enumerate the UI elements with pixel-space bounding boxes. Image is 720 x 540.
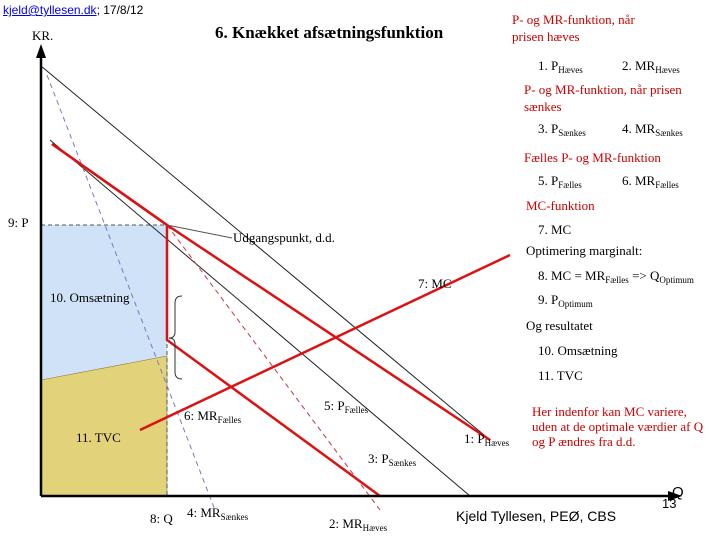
legend-item-11: 11. TVC [538,368,583,383]
legend-item-8: 8. MC = $MR_{Fælles} => Q_{Optimum}$ [538,268,694,285]
email-link[interactable]: kjeld@tyllesen.dk [3,3,97,17]
legend-item-7: 7. MC [538,222,572,237]
mr-saenkes-label: 4: $MR_{Sænkes}$ [187,505,249,522]
legend-item-10: 10. Omsætning [538,343,618,358]
omsaetning-bracket [169,296,182,379]
page-title: 6. Knækket afsætningsfunktion [215,23,444,42]
footer-author: Kjeld Tyllesen, PEØ, CBS [456,508,617,524]
legend-item-1: 1. $P_{Hæves}$ [538,58,583,75]
mr-haeves-label: 2: $MR_{Hæves}$ [329,516,388,533]
legend-heading-common: Fælles P- og MR-funktion [524,150,661,165]
legend-heading-raise: P- og MR-funktion, når prisen hæves [512,12,635,44]
q-tick-label: 8: Q [150,511,173,526]
p-faelles-label: 5: $P_{Fælles}$ [324,398,369,415]
legend-item-3: 3. $P_{Sænkes}$ [538,121,586,138]
header-separator: ; [96,3,100,17]
page-number: 13 [662,496,677,511]
header [3,3,143,17]
legend-heading-result: Og resultatet [526,318,593,333]
header-date: 17/8/12 [103,3,144,17]
legend-heading-mc: MC-funktion [526,198,595,213]
p-tick-label: 9: P [8,215,29,230]
mr-faelles-label: 6: $MR_{Fælles}$ [184,408,242,425]
omsaetning-label: 10. Omsætning [50,290,130,305]
legend-item-9: 9. $P_{Optimum}$ [538,292,593,309]
p-haeves-label: 1: $P_{Hæves}$ [464,431,510,448]
legend-item-4: 4. $MR_{Sænkes}$ [622,121,683,138]
tvc-label: 11. TVC [76,430,121,445]
legend-item-5: 5. $P_{Fælles}$ [538,173,582,190]
legend-item-2: 2. $MR_{Hæves}$ [622,58,680,75]
udgangspunkt-label: Udgangspunkt, d.d. [233,230,335,245]
x-axis-label: Q [672,484,684,501]
y-axis-label: KR. [32,28,54,43]
mc-variation-note: Her indenfor kan MC variere, uden at de optimale værdier af Q og P ændres fra d.d. [532,404,704,449]
legend-item-6: 6. $MR_{Fælles}$ [622,173,679,190]
p-saenkes-label: 3: $P_{Sænkes}$ [368,451,417,468]
legend-heading-optimering: Optimering marginalt: [526,243,643,258]
mc-label: 7: MC [418,276,452,291]
y-axis-arrow [36,44,46,58]
legend-heading-lower: P- og MR-funktion, når prisen sænkes [524,82,682,114]
